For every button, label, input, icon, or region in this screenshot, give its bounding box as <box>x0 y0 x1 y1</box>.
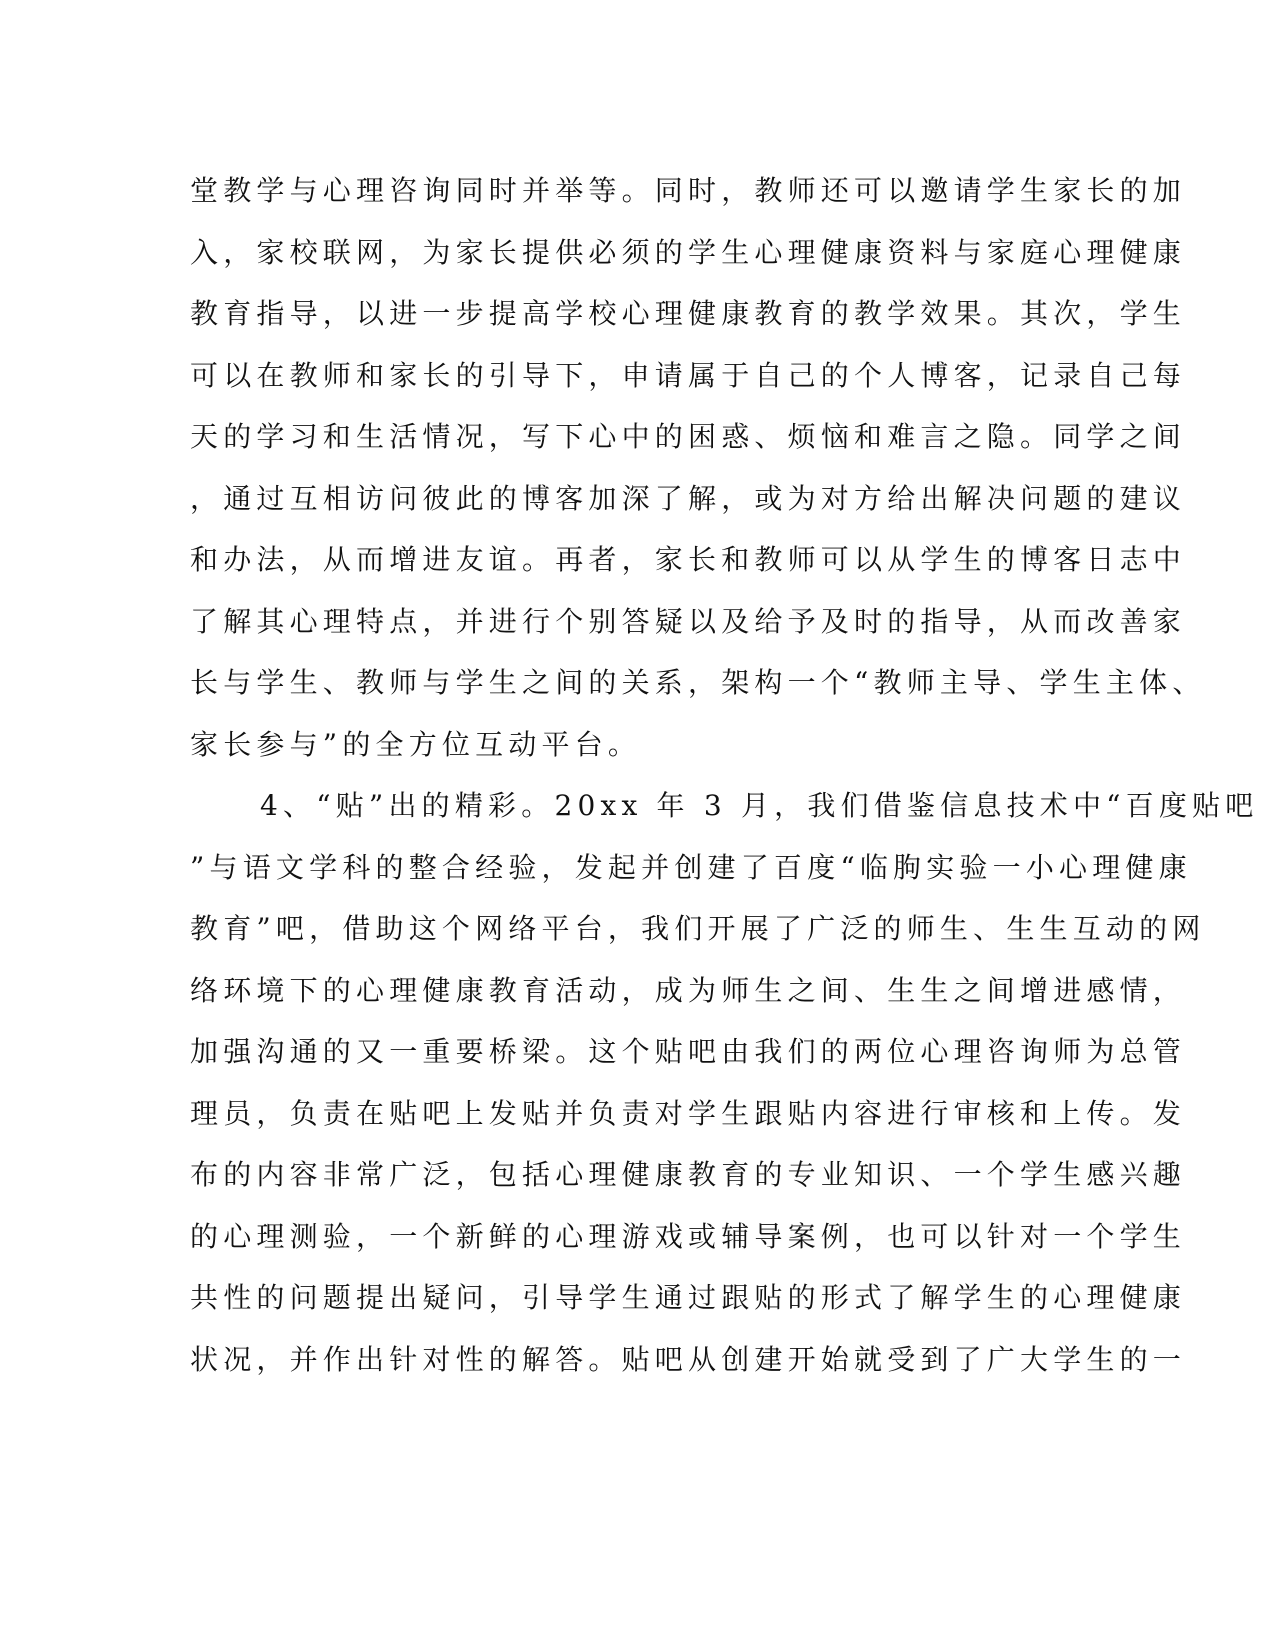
text-line: 和办法，从而增进友谊。再者，家长和教师可以从学生的博客日志中 <box>190 543 1187 576</box>
text-line: 络环境下的心理健康教育活动，成为师生之间、生生之间增进感情， <box>190 973 1187 1007</box>
text-line: 家长参与”的全方位互动平台。 <box>190 727 642 761</box>
text-line: 堂教学与心理咨询同时并举等。同时，教师还可以邀请学生家长的加 <box>190 174 1187 207</box>
text-line: 了解其心理特点，并进行个别答疑以及给予及时的指导，从而改善家 <box>190 604 1187 638</box>
text-line: 布的内容非常广泛，包括心理健康教育的专业知识、一个学生感兴趣 <box>190 1158 1187 1191</box>
text-line: 教育”吧，借助这个网络平台，我们开展了广泛的师生、生生互动的网 <box>190 912 1206 945</box>
text-line: 加强沟通的又一重要桥梁。这个贴吧由我们的两位心理咨询师为总管 <box>190 1035 1187 1068</box>
text-line: ，通过互相访问彼此的博客加深了解，或为对方给出解决问题的建议 <box>190 481 1187 515</box>
text-line: 长与学生、教师与学生之间的关系，架构一个“教师主导、学生主体、 <box>190 666 1206 699</box>
text-line: ”与语文学科的整合经验，发起并创建了百度“临朐实验一小心理健康 <box>190 850 1192 884</box>
text-line: 理员，负责在贴吧上发贴并负责对学生跟贴内容进行审核和上传。发 <box>190 1096 1187 1130</box>
text-line: 共性的问题提出疑问，引导学生通过跟贴的形式了解学生的心理健康 <box>190 1281 1187 1314</box>
text-line: 可以在教师和家长的引导下，申请属于自己的个人博客，记录自己每 <box>190 358 1187 392</box>
text-line: 的心理测验，一个新鲜的心理游戏或辅导案例，也可以针对一个学生 <box>190 1219 1187 1253</box>
text-line: 教育指导，以进一步提高学校心理健康教育的教学效果。其次，学生 <box>190 297 1187 330</box>
text-line: 状况，并作出针对性的解答。贴吧从创建开始就受到了广大学生的一 <box>190 1342 1187 1376</box>
paragraph-1 <box>190 160 1206 775</box>
text-line: 入，家校联网，为家长提供必须的学生心理健康资料与家庭心理健康 <box>190 235 1187 269</box>
text-line: 天的学习和生活情况，写下心中的困惑、烦恼和难言之隐。同学之间 <box>190 420 1187 453</box>
paragraph-2 <box>190 775 1259 1390</box>
text-line: 4、“贴”出的精彩。20xx 年 3 月，我们借鉴信息技术中“百度贴吧 <box>260 789 1259 822</box>
document-body <box>190 160 1259 1390</box>
